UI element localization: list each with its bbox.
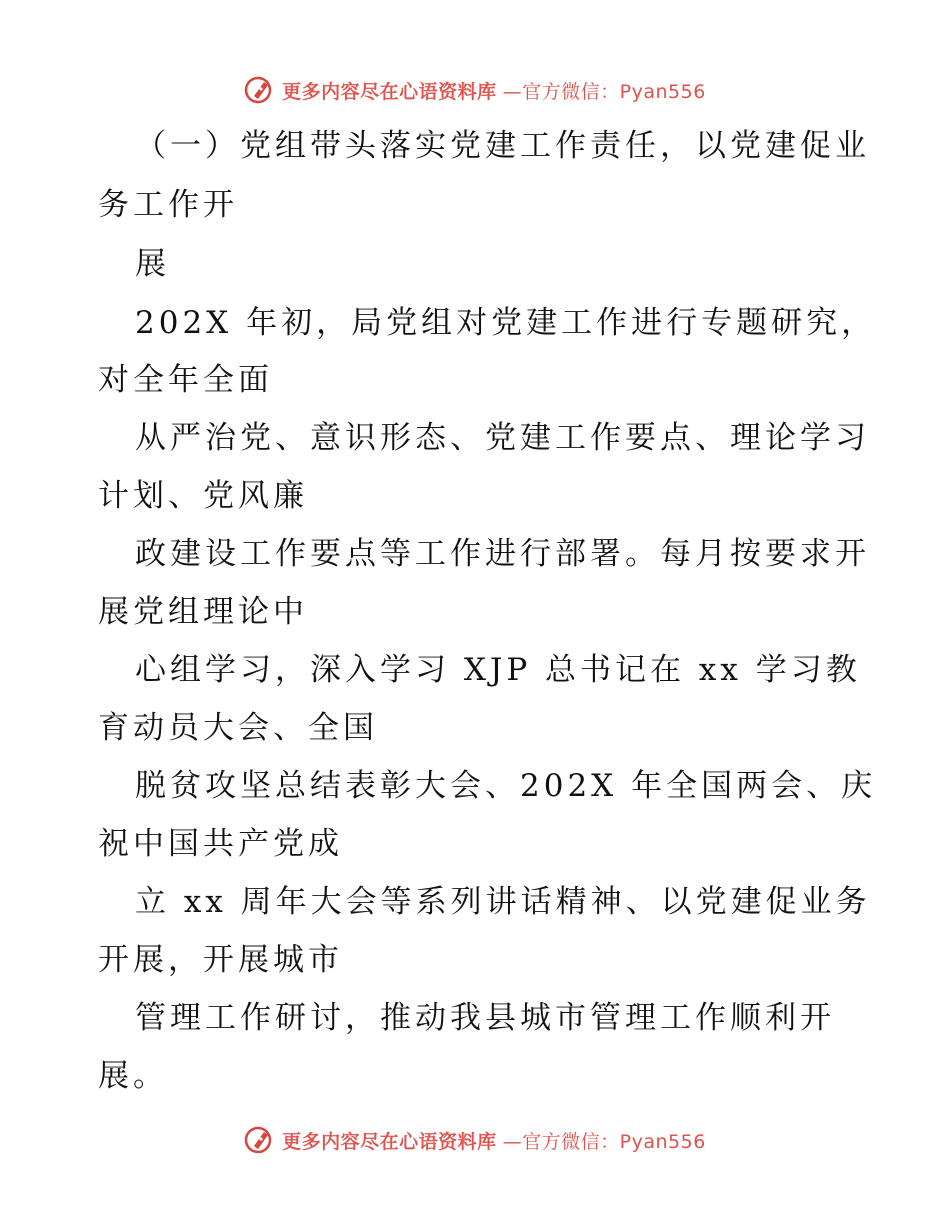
pen-nib-circle-icon [244,74,276,106]
watermark-text-left: 更多内容尽在心语资料库 [282,80,497,103]
watermark-text-right: —官方微信：Pyan556 [502,80,706,103]
doc-line: 脱贫攻坚总结表彰大会、202X 年全国两会、庆 [135,768,877,804]
watermark-text-left: 更多内容尽在心语资料库 [282,1130,497,1153]
doc-line: 育动员大会、全国 [98,710,378,746]
doc-line: 展。 [98,1058,168,1094]
watermark-header [0,70,950,110]
doc-line: 展 [135,246,170,282]
watermark-footer [0,1120,950,1160]
doc-line: 管理工作研讨，推动我县城市管理工作顺利开 [135,1000,835,1036]
doc-line: 从严治党、意识形态、党建工作要点、理论学习 [135,420,870,456]
doc-line: 立 xx 周年大会等系列讲话精神、以党建促业务 [135,884,871,920]
doc-line: （一）党组带头落实党建工作责任，以党建促业 [135,128,870,164]
watermark-text-right: —官方微信：Pyan556 [502,1130,706,1153]
doc-line: 务工作开 [98,187,238,223]
pen-nib-circle-icon [244,1124,276,1156]
doc-line: 计划、党风廉 [98,478,308,514]
doc-line: 202X 年初，局党组对党建工作进行专题研究， [135,305,877,341]
doc-line: 心组学习，深入学习 XJP 总书记在 xx 学习教 [135,652,861,688]
doc-line: 展党组理论中 [98,594,308,630]
doc-line: 政建设工作要点等工作进行部署。每月按要求开 [135,536,870,572]
doc-line: 祝中国共产党成 [98,826,343,862]
doc-line: 开展，开展城市 [98,942,343,978]
doc-line: 对全年全面 [98,362,273,398]
